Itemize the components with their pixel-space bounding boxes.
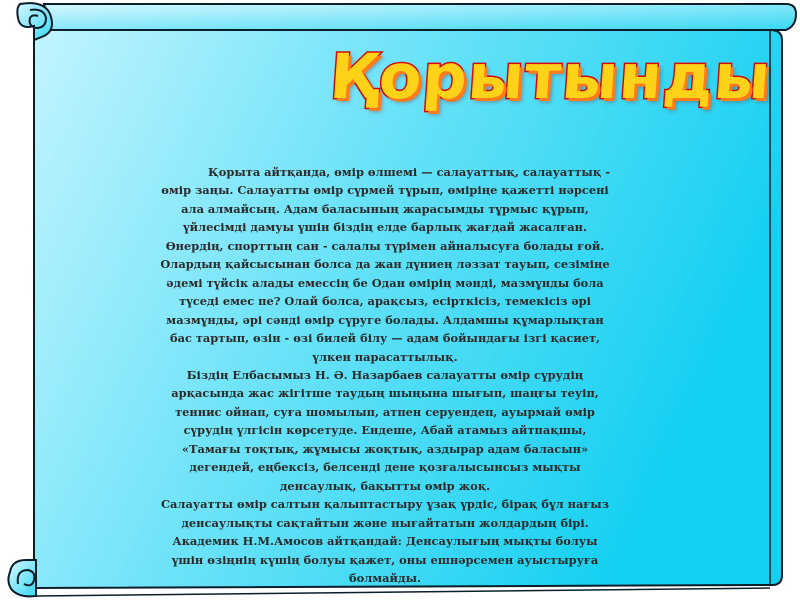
scroll-top-roll	[44, 4, 796, 30]
paragraph-line: Салауатты өмір салтын қалыптастыру ұзақ үрдіс, бірақ бұл нағыз	[160, 497, 609, 512]
paragraph-line: теннис ойнап, суға шомылып, атпен серуендеп, ауырмай өмір	[175, 404, 595, 419]
scroll-curl-bottom-left	[8, 560, 36, 596]
paragraph-line: үлкен парасаттылық.	[312, 349, 458, 364]
paragraph-line: Өнердің, спорттың сан - салалы түрімен айналысуға болады ғой.	[165, 238, 605, 253]
paragraph-line: үйлесімді дамуы үшін біздің елде барлық жағдай жасалған.	[183, 220, 587, 235]
paragraph-line: Олардың қайсысынан болса да жан дүниең ләззат тауып, сезіміңе	[160, 257, 610, 272]
paragraph-line: «Тамағы тоқтық, жұмысы жоқтық, аздырар адам баласын»	[181, 441, 589, 456]
paragraph-line: түседі емес пе? Олай болса, арақсыз, есірткісіз, темекісіз әрі	[179, 294, 591, 309]
paragraph-line: дегендей, еңбексіз, белсенді дене қозғалысынсыз мықты	[189, 460, 581, 475]
paragraph-line: Біздің Елбасымыз Н. Ә. Назарбаев салауатты өмір сүрудің	[186, 367, 584, 382]
paragraph-line: Қорыта айтқанда, өмір өлшемі — салауаттық, салауаттық -	[208, 165, 611, 179]
paragraph-line: әдемі түйсік алады емессің бе Одан өмірің мәнді, мазмұнды бола	[166, 275, 604, 290]
paragraph-line: ала алмайсың. Адам баласының жарасымды тұрмыс құрып,	[181, 201, 589, 216]
paragraph-line: арқасында жас жігітше таудың шыңына шығып, шаңғы теуіп,	[171, 386, 599, 401]
paragraph-line: Академик Н.М.Амосов айтқандай: Денсаулығың мықты болуы	[172, 534, 598, 549]
paragraph-line: сүрудің үлгісін көрсетуде. Ендеше, Абай атамыз айтпақшы,	[183, 423, 587, 438]
paragraph-line: бас тартып, өзін - өзі билей білу — адам бойындағы ізгі қасиет,	[169, 331, 600, 346]
paragraph-line: үшін өзіңнің күшің болуы қажет, оны ешнәрсемен ауыстыруға	[171, 552, 599, 567]
body-paragraph	[160, 163, 610, 587]
slide-title: Қорытынды	[327, 40, 774, 113]
paragraph-line: болмайды.	[349, 570, 421, 585]
scroll-curl-top-left	[17, 3, 52, 40]
paragraph-line: мазмұнды, әрі сәнді өмір сүруге болады. Алдамшы құмарлықтан	[166, 312, 604, 327]
paragraph-line: денсаулық, бақытты өмір жоқ.	[279, 478, 491, 493]
paragraph-line: өмір заңы. Салауатты өмір сүрмей тұрып, өміріңе қажетті нәрсені	[161, 183, 609, 198]
paragraph-line: денсаулықты сақтайтын және нығайтатын жолдардың бірі.	[181, 515, 589, 530]
